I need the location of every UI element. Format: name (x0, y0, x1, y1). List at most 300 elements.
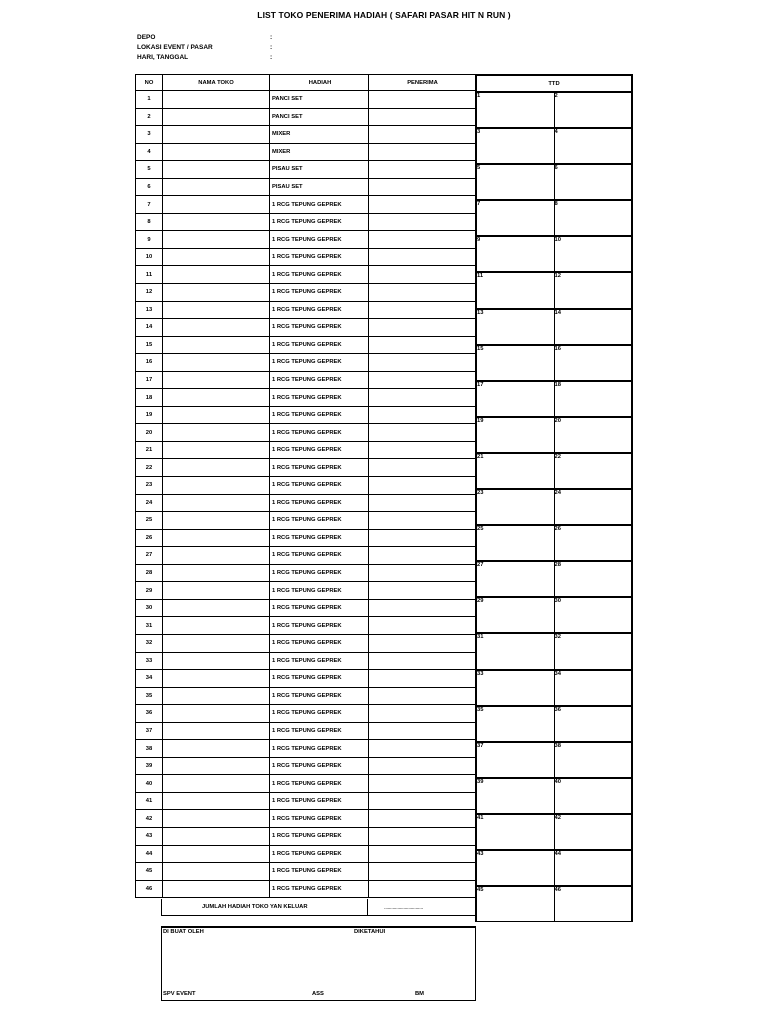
made-by-label: DI BUAT OLEH (163, 929, 204, 935)
col-header-nama-toko: NAMA TOKO (163, 75, 270, 91)
hadiah-cell: 1 RCG TEPUNG GEPREK (270, 336, 369, 354)
ttd-signature-cell[interactable]: 15 (476, 345, 554, 381)
ttd-signature-cell[interactable]: 34 (554, 670, 632, 706)
nama-toko-cell[interactable] (163, 389, 270, 407)
nama-toko-cell[interactable] (163, 248, 270, 266)
hadiah-cell: 1 RCG TEPUNG GEPREK (270, 547, 369, 565)
penerima-cell[interactable] (369, 371, 477, 389)
nama-toko-cell[interactable] (163, 213, 270, 231)
hadiah-cell: 1 RCG TEPUNG GEPREK (270, 740, 369, 758)
ttd-signature-cell[interactable]: 22 (554, 453, 632, 489)
row-no: 10 (136, 248, 163, 266)
penerima-cell[interactable] (369, 775, 477, 793)
ttd-row (476, 272, 632, 308)
table-row (136, 91, 477, 109)
hadiah-cell: 1 RCG TEPUNG GEPREK (270, 670, 369, 688)
table-row (136, 406, 477, 424)
ttd-row (476, 706, 632, 742)
ttd-signature-cell[interactable]: 5 (476, 164, 554, 200)
nama-toko-cell[interactable] (163, 722, 270, 740)
ttd-signature-cell[interactable]: 9 (476, 236, 554, 272)
ttd-signature-cell[interactable]: 33 (476, 670, 554, 706)
row-no: 33 (136, 652, 163, 670)
ttd-signature-cell[interactable]: 45 (476, 886, 554, 922)
nama-toko-cell[interactable] (163, 126, 270, 144)
nama-toko-cell[interactable] (163, 512, 270, 530)
nama-toko-cell[interactable] (163, 424, 270, 442)
nama-toko-cell[interactable] (163, 670, 270, 688)
row-no: 11 (136, 266, 163, 284)
hadiah-cell: 1 RCG TEPUNG GEPREK (270, 775, 369, 793)
ass-label: ASS (312, 991, 324, 997)
row-no: 21 (136, 441, 163, 459)
penerima-cell[interactable] (369, 512, 477, 530)
ttd-signature-cell[interactable]: 12 (554, 272, 632, 308)
row-no: 19 (136, 406, 163, 424)
penerima-cell[interactable] (369, 266, 477, 284)
hadiah-cell: 1 RCG TEPUNG GEPREK (270, 459, 369, 477)
hadiah-cell: 1 RCG TEPUNG GEPREK (270, 705, 369, 723)
row-no: 24 (136, 494, 163, 512)
table-row (136, 178, 477, 196)
ttd-row (476, 597, 632, 633)
hadiah-cell: MIXER (270, 143, 369, 161)
row-no: 29 (136, 582, 163, 600)
tanggal-label: HARI, TANGGAL (137, 54, 189, 61)
hadiah-cell: PANCI SET (270, 91, 369, 109)
table-row (136, 687, 477, 705)
ttd-row (476, 200, 632, 236)
hadiah-cell: PISAU SET (270, 178, 369, 196)
penerima-cell[interactable] (369, 757, 477, 775)
row-no: 42 (136, 810, 163, 828)
row-no: 46 (136, 880, 163, 898)
penerima-cell[interactable] (369, 336, 477, 354)
nama-toko-cell[interactable] (163, 705, 270, 723)
penerima-cell[interactable] (369, 634, 477, 652)
nama-toko-cell[interactable] (163, 792, 270, 810)
penerima-cell[interactable] (369, 845, 477, 863)
ttd-row (476, 381, 632, 417)
ttd-row (476, 850, 632, 886)
row-no: 40 (136, 775, 163, 793)
table-row (136, 126, 477, 144)
nama-toko-cell[interactable] (163, 161, 270, 179)
ttd-row (476, 92, 632, 128)
nama-toko-cell[interactable] (163, 459, 270, 477)
ttd-signature-cell[interactable]: 14 (554, 309, 632, 345)
ttd-signature-cell[interactable]: 27 (476, 561, 554, 597)
ttd-signature-cell[interactable]: 11 (476, 272, 554, 308)
table-row (136, 652, 477, 670)
hadiah-cell: 1 RCG TEPUNG GEPREK (270, 810, 369, 828)
acknowledged-label: DIKETAHUI (354, 929, 386, 935)
penerima-cell[interactable] (369, 301, 477, 319)
nama-toko-cell[interactable] (163, 564, 270, 582)
ttd-signature-cell[interactable]: 31 (476, 633, 554, 669)
hadiah-cell: 1 RCG TEPUNG GEPREK (270, 757, 369, 775)
row-no: 17 (136, 371, 163, 389)
nama-toko-cell[interactable] (163, 91, 270, 109)
nama-toko-cell[interactable] (163, 827, 270, 845)
row-no: 4 (136, 143, 163, 161)
hadiah-cell: 1 RCG TEPUNG GEPREK (270, 722, 369, 740)
hadiah-cell: 1 RCG TEPUNG GEPREK (270, 599, 369, 617)
ttd-signature-cell[interactable]: 8 (554, 200, 632, 236)
penerima-cell[interactable] (369, 652, 477, 670)
ttd-signature-cell[interactable]: 3 (476, 128, 554, 164)
ttd-signature-cell[interactable]: 7 (476, 200, 554, 236)
penerima-cell[interactable] (369, 108, 477, 126)
penerima-cell[interactable] (369, 126, 477, 144)
ttd-signature-cell[interactable]: 16 (554, 345, 632, 381)
penerima-cell[interactable] (369, 91, 477, 109)
penerima-cell[interactable] (369, 196, 477, 214)
hadiah-cell: 1 RCG TEPUNG GEPREK (270, 792, 369, 810)
table-row (136, 564, 477, 582)
penerima-cell[interactable] (369, 319, 477, 337)
penerima-cell[interactable] (369, 389, 477, 407)
table-row (136, 705, 477, 723)
table-row (136, 336, 477, 354)
table-header-row (136, 75, 477, 91)
nama-toko-cell[interactable] (163, 143, 270, 161)
table-row (136, 722, 477, 740)
ttd-row (476, 417, 632, 453)
hadiah-cell: 1 RCG TEPUNG GEPREK (270, 827, 369, 845)
ttd-row (476, 345, 632, 381)
ttd-signature-cell[interactable]: 25 (476, 525, 554, 561)
row-no: 45 (136, 863, 163, 881)
ttd-signature-cell[interactable]: 23 (476, 489, 554, 525)
ttd-row (476, 525, 632, 561)
table-row (136, 301, 477, 319)
penerima-cell[interactable] (369, 213, 477, 231)
ttd-signature-cell[interactable]: 1 (476, 92, 554, 128)
ttd-signature-cell[interactable]: 13 (476, 309, 554, 345)
bm-label: BM (415, 991, 425, 997)
hadiah-cell: 1 RCG TEPUNG GEPREK (270, 652, 369, 670)
hadiah-cell: 1 RCG TEPUNG GEPREK (270, 231, 369, 249)
table-row (136, 389, 477, 407)
nama-toko-cell[interactable] (163, 371, 270, 389)
penerima-cell[interactable] (369, 827, 477, 845)
ttd-signature-cell[interactable]: 4 (554, 128, 632, 164)
ttd-signature-cell[interactable]: 44 (554, 850, 632, 886)
penerima-cell[interactable] (369, 143, 477, 161)
ttd-signature-cell[interactable]: 38 (554, 742, 632, 778)
table-row (136, 424, 477, 442)
hadiah-cell: 1 RCG TEPUNG GEPREK (270, 617, 369, 635)
hadiah-cell: 1 RCG TEPUNG GEPREK (270, 494, 369, 512)
table-row (136, 266, 477, 284)
hadiah-cell: 1 RCG TEPUNG GEPREK (270, 863, 369, 881)
penerima-cell[interactable] (369, 705, 477, 723)
ttd-signature-cell[interactable]: 10 (554, 236, 632, 272)
ttd-row (476, 164, 632, 200)
row-no: 15 (136, 336, 163, 354)
nama-toko-cell[interactable] (163, 810, 270, 828)
ttd-signature-cell[interactable]: 28 (554, 561, 632, 597)
row-no: 36 (136, 705, 163, 723)
nama-toko-cell[interactable] (163, 529, 270, 547)
nama-toko-cell[interactable] (163, 336, 270, 354)
table-row (136, 880, 477, 898)
nama-toko-cell[interactable] (163, 740, 270, 758)
table-row (136, 477, 477, 495)
penerima-cell[interactable] (369, 810, 477, 828)
penerima-cell[interactable] (369, 354, 477, 372)
hadiah-cell: 1 RCG TEPUNG GEPREK (270, 634, 369, 652)
ttd-signature-cell[interactable]: 36 (554, 706, 632, 742)
spv-event-label: SPV EVENT (163, 991, 196, 997)
table-row (136, 740, 477, 758)
table-row (136, 248, 477, 266)
ttd-signature-cell[interactable]: 19 (476, 417, 554, 453)
document-title: LIST TOKO PENERIMA HADIAH ( SAFARI PASAR HIT N RUN ) (257, 10, 511, 20)
nama-toko-cell[interactable] (163, 757, 270, 775)
ttd-signature-cell[interactable]: 21 (476, 453, 554, 489)
ttd-row (476, 489, 632, 525)
ttd-signature-cell[interactable]: 41 (476, 814, 554, 850)
nama-toko-cell[interactable] (163, 687, 270, 705)
table-row (136, 441, 477, 459)
row-no: 20 (136, 424, 163, 442)
table-row (136, 670, 477, 688)
nama-toko-cell[interactable] (163, 477, 270, 495)
hadiah-cell: 1 RCG TEPUNG GEPREK (270, 529, 369, 547)
table-row (136, 845, 477, 863)
nama-toko-cell[interactable] (163, 178, 270, 196)
row-no: 38 (136, 740, 163, 758)
penerima-cell[interactable] (369, 547, 477, 565)
nama-toko-cell[interactable] (163, 775, 270, 793)
hadiah-cell: 1 RCG TEPUNG GEPREK (270, 354, 369, 372)
ttd-signature-cell[interactable]: 39 (476, 778, 554, 814)
penerima-cell[interactable] (369, 740, 477, 758)
nama-toko-cell[interactable] (163, 301, 270, 319)
row-no: 22 (136, 459, 163, 477)
ttd-row (476, 128, 632, 164)
hadiah-cell: 1 RCG TEPUNG GEPREK (270, 687, 369, 705)
penerima-cell[interactable] (369, 670, 477, 688)
summary-value-field[interactable]: ................................ (384, 905, 423, 911)
hadiah-cell: 1 RCG TEPUNG GEPREK (270, 424, 369, 442)
ttd-signature-cell[interactable]: 17 (476, 381, 554, 417)
col-header-ttd: TTD (476, 75, 632, 92)
table-row (136, 319, 477, 337)
penerima-cell[interactable] (369, 248, 477, 266)
row-no: 26 (136, 529, 163, 547)
row-no: 34 (136, 670, 163, 688)
hadiah-cell: 1 RCG TEPUNG GEPREK (270, 582, 369, 600)
row-no: 28 (136, 564, 163, 582)
table-row (136, 547, 477, 565)
penerima-cell[interactable] (369, 687, 477, 705)
nama-toko-cell[interactable] (163, 441, 270, 459)
hadiah-cell: 1 RCG TEPUNG GEPREK (270, 248, 369, 266)
table-row (136, 108, 477, 126)
row-no: 35 (136, 687, 163, 705)
col-header-hadiah: HADIAH (270, 75, 369, 91)
nama-toko-cell[interactable] (163, 354, 270, 372)
nama-toko-cell[interactable] (163, 845, 270, 863)
row-no: 44 (136, 845, 163, 863)
ttd-row (476, 453, 632, 489)
table-row (136, 284, 477, 302)
table-row (136, 792, 477, 810)
ttd-signature-cell[interactable]: 42 (554, 814, 632, 850)
nama-toko-cell[interactable] (163, 266, 270, 284)
ttd-signature-cell[interactable]: 30 (554, 597, 632, 633)
row-no: 12 (136, 284, 163, 302)
penerima-cell[interactable] (369, 477, 477, 495)
signature-table (475, 74, 633, 922)
nama-toko-cell[interactable] (163, 582, 270, 600)
table-row (136, 459, 477, 477)
ttd-signature-cell[interactable]: 18 (554, 381, 632, 417)
row-no: 18 (136, 389, 163, 407)
penerima-cell[interactable] (369, 441, 477, 459)
penerima-cell[interactable] (369, 459, 477, 477)
ttd-row (476, 309, 632, 345)
nama-toko-cell[interactable] (163, 863, 270, 881)
ttd-signature-cell[interactable]: 32 (554, 633, 632, 669)
ttd-row (476, 886, 632, 922)
penerima-cell[interactable] (369, 880, 477, 898)
ttd-signature-cell[interactable]: 43 (476, 850, 554, 886)
ttd-row (476, 670, 632, 706)
ttd-signature-cell[interactable]: 24 (554, 489, 632, 525)
penerima-cell[interactable] (369, 863, 477, 881)
hadiah-cell: 1 RCG TEPUNG GEPREK (270, 564, 369, 582)
row-no: 7 (136, 196, 163, 214)
ttd-signature-cell[interactable]: 26 (554, 525, 632, 561)
ttd-signature-cell[interactable]: 6 (554, 164, 632, 200)
row-no: 3 (136, 126, 163, 144)
row-no: 37 (136, 722, 163, 740)
summary-label: JUMLAH HADIAH TOKO YAN KELUAR (202, 904, 308, 910)
col-header-no: NO (136, 75, 163, 91)
row-no: 6 (136, 178, 163, 196)
ttd-signature-cell[interactable]: 37 (476, 742, 554, 778)
nama-toko-cell[interactable] (163, 108, 270, 126)
nama-toko-cell[interactable] (163, 880, 270, 898)
penerima-cell[interactable] (369, 424, 477, 442)
depo-label: DEPO (137, 34, 156, 41)
nama-toko-cell[interactable] (163, 634, 270, 652)
hadiah-cell: PISAU SET (270, 161, 369, 179)
hadiah-cell: 1 RCG TEPUNG GEPREK (270, 477, 369, 495)
hadiah-cell: 1 RCG TEPUNG GEPREK (270, 266, 369, 284)
table-row (136, 354, 477, 372)
nama-toko-cell[interactable] (163, 617, 270, 635)
lokasi-colon: : (270, 44, 273, 51)
table-row (136, 512, 477, 530)
lokasi-label: LOKASI EVENT / PASAR (137, 44, 213, 51)
recipient-table (135, 74, 477, 898)
hadiah-cell: PANCI SET (270, 108, 369, 126)
nama-toko-cell[interactable] (163, 284, 270, 302)
nama-toko-cell[interactable] (163, 494, 270, 512)
hadiah-cell: 1 RCG TEPUNG GEPREK (270, 389, 369, 407)
row-no: 25 (136, 512, 163, 530)
hadiah-cell: 1 RCG TEPUNG GEPREK (270, 441, 369, 459)
penerima-cell[interactable] (369, 494, 477, 512)
approval-box (161, 926, 476, 1001)
row-no: 27 (136, 547, 163, 565)
penerima-cell[interactable] (369, 564, 477, 582)
penerima-cell[interactable] (369, 231, 477, 249)
nama-toko-cell[interactable] (163, 406, 270, 424)
nama-toko-cell[interactable] (163, 547, 270, 565)
row-no: 2 (136, 108, 163, 126)
ttd-signature-cell[interactable]: 46 (554, 886, 632, 922)
table-row (136, 196, 477, 214)
hadiah-cell: 1 RCG TEPUNG GEPREK (270, 371, 369, 389)
row-no: 43 (136, 827, 163, 845)
table-row (136, 529, 477, 547)
nama-toko-cell[interactable] (163, 231, 270, 249)
ttd-signature-cell[interactable]: 29 (476, 597, 554, 633)
ttd-signature-cell[interactable]: 20 (554, 417, 632, 453)
row-no: 13 (136, 301, 163, 319)
ttd-row (476, 236, 632, 272)
table-row (136, 213, 477, 231)
penerima-cell[interactable] (369, 284, 477, 302)
row-no: 9 (136, 231, 163, 249)
table-row (136, 775, 477, 793)
hadiah-cell: 1 RCG TEPUNG GEPREK (270, 512, 369, 530)
row-no: 1 (136, 91, 163, 109)
penerima-cell[interactable] (369, 722, 477, 740)
penerima-cell[interactable] (369, 792, 477, 810)
nama-toko-cell[interactable] (163, 319, 270, 337)
row-no: 5 (136, 161, 163, 179)
col-header-penerima: PENERIMA (369, 75, 477, 91)
nama-toko-cell[interactable] (163, 599, 270, 617)
penerima-cell[interactable] (369, 582, 477, 600)
row-no: 23 (136, 477, 163, 495)
table-row (136, 810, 477, 828)
penerima-cell[interactable] (369, 529, 477, 547)
hadiah-cell: 1 RCG TEPUNG GEPREK (270, 213, 369, 231)
penerima-cell[interactable] (369, 178, 477, 196)
penerima-cell[interactable] (369, 617, 477, 635)
table-row (136, 599, 477, 617)
hadiah-cell: 1 RCG TEPUNG GEPREK (270, 406, 369, 424)
ttd-row (476, 778, 632, 814)
hadiah-cell: 1 RCG TEPUNG GEPREK (270, 301, 369, 319)
nama-toko-cell[interactable] (163, 652, 270, 670)
ttd-row (476, 633, 632, 669)
table-row (136, 757, 477, 775)
ttd-signature-cell[interactable]: 35 (476, 706, 554, 742)
row-no: 41 (136, 792, 163, 810)
penerima-cell[interactable] (369, 406, 477, 424)
nama-toko-cell[interactable] (163, 196, 270, 214)
penerima-cell[interactable] (369, 161, 477, 179)
hadiah-cell: 1 RCG TEPUNG GEPREK (270, 845, 369, 863)
ttd-row (476, 561, 632, 597)
table-row (136, 634, 477, 652)
penerima-cell[interactable] (369, 599, 477, 617)
ttd-signature-cell[interactable]: 40 (554, 778, 632, 814)
hadiah-cell: MIXER (270, 126, 369, 144)
ttd-signature-cell[interactable]: 2 (554, 92, 632, 128)
tanggal-colon: : (270, 54, 273, 61)
summary-divider (367, 899, 368, 915)
